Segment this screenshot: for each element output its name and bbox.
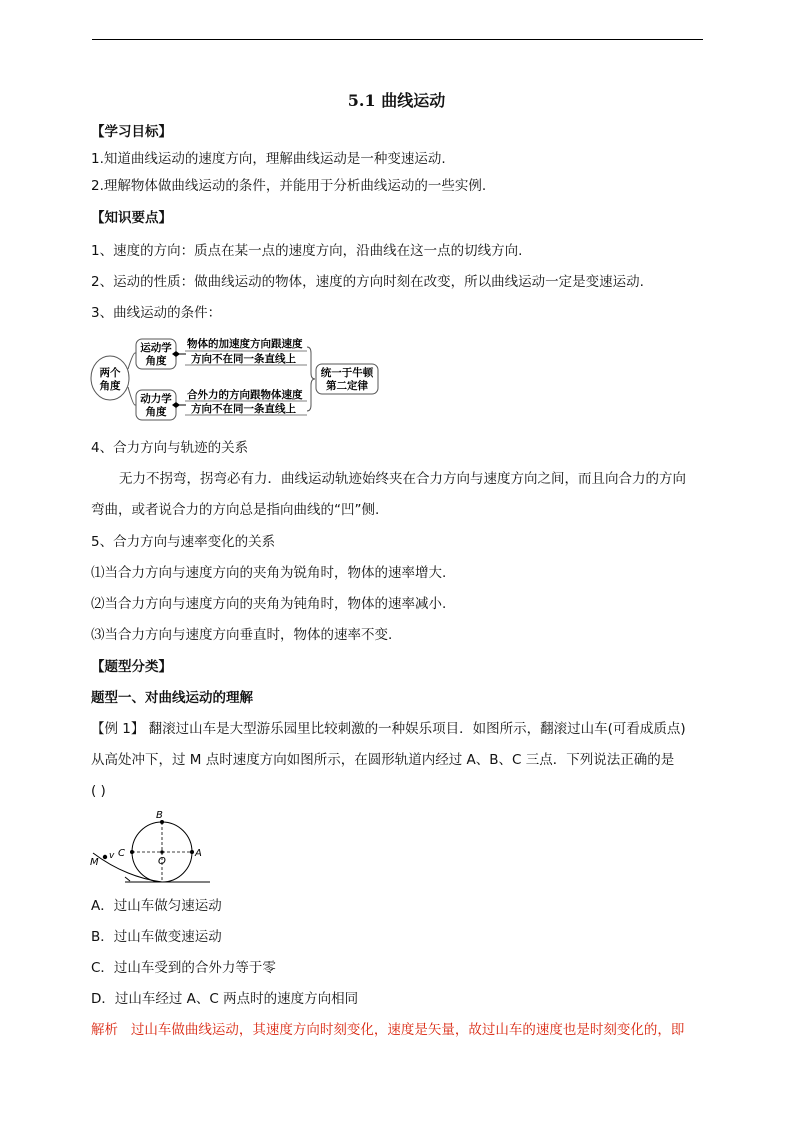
diagram-unify-line1: 统一于牛顿 [320, 367, 374, 379]
goals-heading: 【学习目标】 [91, 124, 172, 140]
knowledge-point: 1、速度的方向：质点在某一点的速度方向，沿曲线在这一点的切线方向. [91, 243, 523, 259]
label-M: M [90, 857, 99, 868]
knowledge-heading: 【知识要点】 [91, 210, 172, 226]
example-line: 【例 1】 翻滚过山车是大型游乐园里比较刺激的一种娱乐项目．如图所示，翻滚过山车(可看成质点) [91, 721, 686, 737]
option-item: A．过山车做匀速运动 [91, 898, 222, 914]
goal-item: 1.知道曲线运动的速度方向，理解曲线运动是一种变速运动. [91, 151, 446, 167]
diagram-kinematic-line1: 运动学 [140, 342, 172, 354]
knowledge-point-4: 4、合力方向与轨迹的关系 [91, 440, 249, 456]
diagram-dynamic-desc-line1: 合外力的方向跟物体速度 [187, 389, 303, 401]
roller-coaster-figure [85, 805, 225, 887]
point4-body-line: 无力不拐弯，拐弯必有力．曲线运动轨迹始终夹在合力方向与速度方向之间，而且向合力的方向 [119, 471, 686, 487]
point4-body-line: 弯曲，或者说合力的方向总是指向曲线的“凹”侧. [91, 502, 380, 518]
label-B: B [156, 810, 163, 821]
diagram-kinematic-desc-line2: 方向不在同一条直线上 [191, 353, 296, 365]
diagram-dynamic-line1: 动力学 [140, 393, 172, 405]
point5-item: ⑵当合力方向与速度方向的夹角为钝角时，物体的速率减小. [91, 596, 447, 612]
goal-item: 2.理解物体做曲线运动的条件，并能用于分析曲线运动的一些实例. [91, 178, 487, 194]
knowledge-point: 2、运动的性质：做曲线运动的物体，速度的方向时刻在改变，所以曲线运动一定是变速运动. [91, 274, 644, 290]
knowledge-point-5: 5、合力方向与速率变化的关系 [91, 534, 276, 550]
diagram-root-line1: 两个 [99, 367, 121, 379]
point5-item: ⑶当合力方向与速度方向垂直时，物体的速率不变. [91, 627, 393, 643]
page-title: 5.1 曲线运动 [347, 91, 446, 110]
label-A: A [195, 848, 202, 859]
diagram-kinematic-desc-line1: 物体的加速度方向跟速度 [187, 338, 303, 350]
types-heading: 【题型分类】 [91, 659, 172, 675]
analysis-line [91, 1021, 684, 1039]
point5-item: ⑴当合力方向与速度方向的夹角为锐角时，物体的速率增大. [91, 565, 447, 581]
diagram-root-line2: 角度 [99, 380, 121, 392]
diagram-kinematic-line2: 角度 [145, 355, 167, 367]
type1-heading: 题型一、对曲线运动的理解 [91, 690, 253, 706]
analysis-text: 过山车做曲线运动，其速度方向时刻变化，速度是矢量，故过山车的速度也是时刻变化的，即 [130, 1022, 685, 1038]
option-item: B．过山车做变速运动 [91, 929, 222, 945]
option-item: C．过山车受到的合外力等于零 [91, 960, 276, 976]
concept-diagram [85, 333, 385, 423]
example-line: ( ) [91, 783, 106, 799]
analysis-label: 解析 [91, 1022, 118, 1038]
label-C: C [118, 848, 125, 859]
example-line: 从高处冲下，过 M 点时速度方向如图所示，在圆形轨道内经过 A、B、C 三点．下列说法正确的是 [91, 752, 675, 768]
diagram-dynamic-line2: 角度 [145, 406, 167, 418]
header-rule [92, 39, 703, 40]
label-v: v [109, 851, 115, 861]
option-item: D．过山车经过 A、C 两点时的速度方向相同 [91, 991, 359, 1007]
knowledge-point: 3、曲线运动的条件： [91, 305, 222, 321]
label-O: O [158, 856, 166, 867]
diagram-unify-line2: 第二定律 [326, 380, 368, 392]
diagram-dynamic-desc-line2: 方向不在同一条直线上 [191, 403, 296, 415]
